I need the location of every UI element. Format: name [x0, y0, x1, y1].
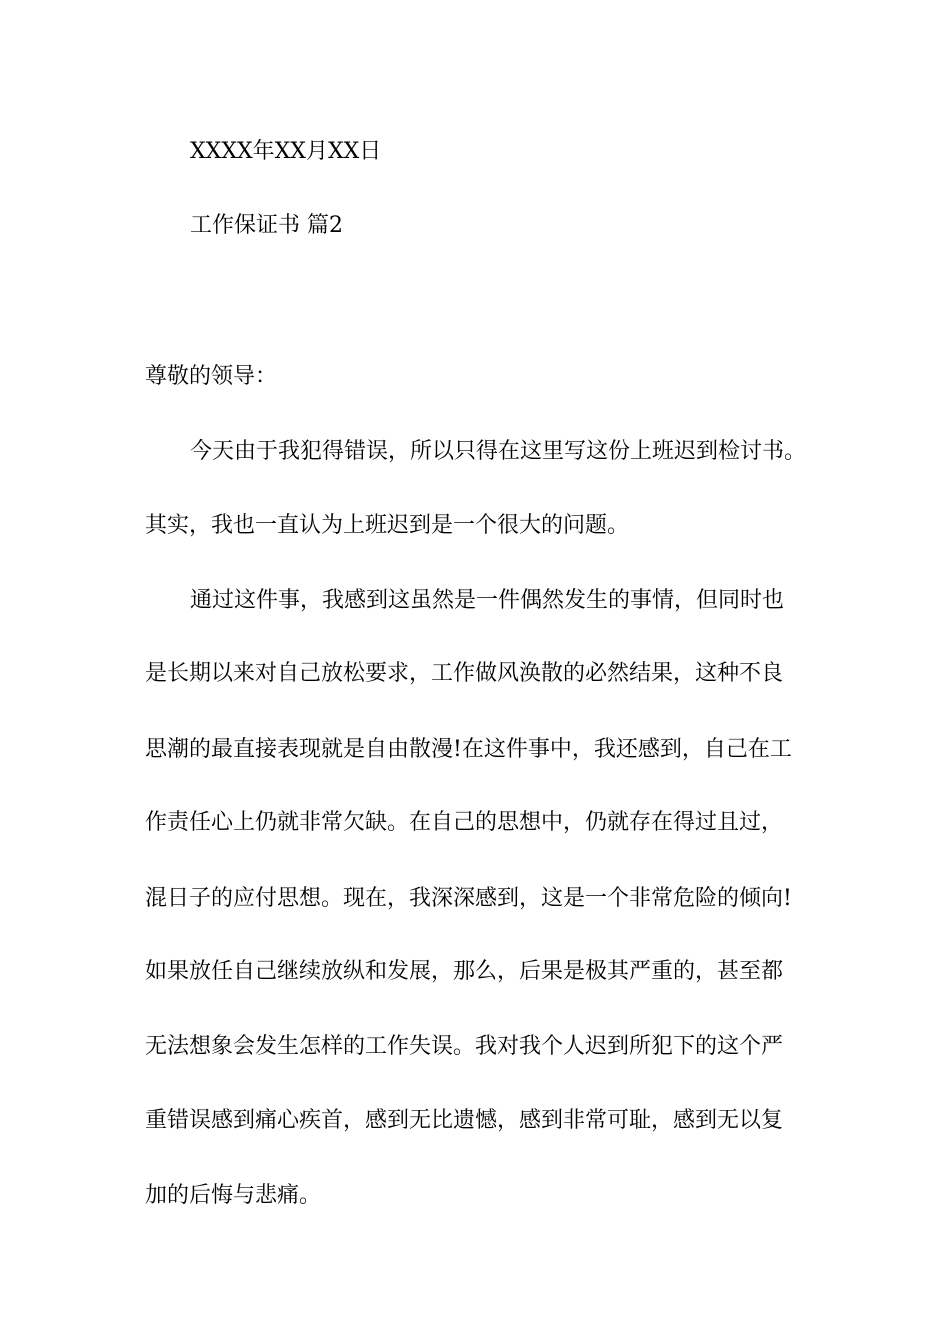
body-line: 无法想象会发生怎样的工作失误。我对我个人迟到所犯下的这个严 — [145, 1034, 784, 1059]
body-line: 作责任心上仍就非常欠缺。在自己的思想中，仍就存在得过且过， — [145, 810, 784, 835]
body-line: 加的后悔与悲痛。 — [145, 1183, 322, 1208]
body-line: 其实，我也一直认为上班迟到是一个很大的问题。 — [145, 513, 630, 538]
body-line: 如果放任自己继续放纵和发展，那么，后果是极其严重的，甚至都 — [145, 959, 784, 984]
body-line: 通过这件事，我感到这虽然是一件偶然发生的事情，但同时也 — [190, 588, 785, 613]
date-line: XXXX年XX月XX日 — [190, 139, 382, 164]
body-line: 思潮的最直接表现就是自由散漫!在这件事中，我还感到，自己在工 — [145, 737, 792, 762]
salutation: 尊敬的领导： — [145, 364, 278, 389]
body-line: 今天由于我犯得错误，所以只得在这里写这份上班迟到检讨书。 — [190, 439, 807, 464]
body-line: 混日子的应付思想。现在，我深深感到，这是一个非常危险的倾向! — [145, 886, 792, 911]
body-line: 是长期以来对自己放松要求，工作做风涣散的必然结果，这种不良 — [145, 661, 784, 686]
section-title: 工作保证书 篇2 — [190, 213, 343, 238]
body-line: 重错误感到痛心疾首，感到无比遗憾，感到非常可耻，感到无以复 — [145, 1108, 784, 1133]
